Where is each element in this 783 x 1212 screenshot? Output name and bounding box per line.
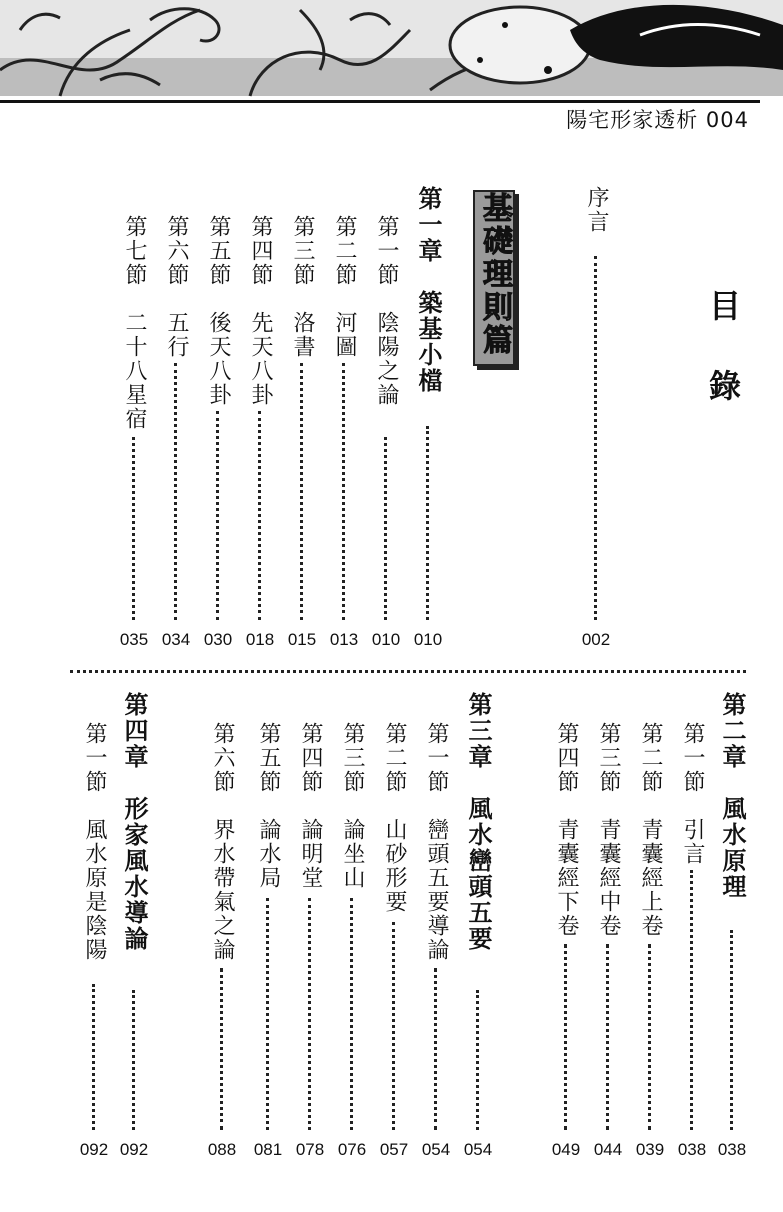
entry-label: 第一節 陰陽之論 [374, 215, 399, 407]
dot-leader [300, 363, 303, 620]
entry-label: 第二節 山砂形要 [382, 722, 407, 914]
toc-entry-section[interactable] [674, 722, 710, 1159]
toc-entry-chapter-3[interactable] [460, 692, 496, 1159]
entry-label: 第三節 青囊經中卷 [596, 722, 621, 938]
page-number: 049 [551, 1140, 581, 1159]
part-heading-label: 基礎理則篇 [477, 192, 512, 357]
entry-label: 第三節 論坐山 [340, 722, 365, 890]
running-title: 陽宅形家透析 004 [566, 108, 749, 132]
toc-entry-section[interactable] [242, 215, 278, 649]
toc-entry-chapter-1[interactable] [410, 186, 446, 649]
toc-entry-section[interactable] [368, 215, 404, 649]
dot-leader [266, 898, 269, 1130]
entry-label: 第二節 河圖 [332, 215, 357, 359]
entry-label: 第一章 築基小檔 [414, 186, 443, 394]
toc-entry-section[interactable] [548, 722, 584, 1159]
toc-entry-section[interactable] [284, 215, 320, 649]
toc-entry-section[interactable] [116, 215, 152, 649]
dot-leader [730, 930, 733, 1130]
page-number: 038 [677, 1140, 707, 1159]
entry-label: 第七節 二十八星宿 [122, 215, 147, 431]
dot-leader [564, 944, 567, 1130]
entry-label: 第四節 先天八卦 [248, 215, 273, 407]
part-heading [473, 190, 515, 366]
toc-entry-section[interactable] [334, 722, 370, 1159]
toc-entry-section[interactable] [326, 215, 362, 649]
dot-leader [426, 426, 429, 620]
toc-entry-section[interactable] [292, 722, 328, 1159]
dot-leader [220, 968, 223, 1130]
toc-entry-chapter-2[interactable] [714, 692, 750, 1159]
entry-label: 第四章 形家風水導論 [120, 692, 149, 952]
dot-leader [350, 898, 353, 1130]
dot-leader [392, 922, 395, 1130]
header-rule [0, 100, 760, 103]
page-number: 076 [337, 1140, 367, 1159]
entry-label: 第一節 風水原是陰陽 [82, 722, 107, 962]
dot-leader [258, 411, 261, 620]
page-number: 092 [119, 1140, 149, 1159]
page-number: 057 [379, 1140, 409, 1159]
dot-leader [216, 411, 219, 620]
entry-label: 第三章 風水巒頭五要 [464, 692, 493, 952]
toc-entry-section[interactable] [76, 722, 112, 1159]
dot-leader [174, 363, 177, 620]
toc-entry-section[interactable] [204, 722, 240, 1159]
page-number: 039 [635, 1140, 665, 1159]
toc-title [695, 266, 755, 426]
page-number: 034 [161, 630, 191, 649]
decorative-banner [0, 0, 783, 102]
entry-label: 第一節 巒頭五要導論 [424, 722, 449, 962]
toc-title-char-1: 目 [708, 287, 741, 325]
dot-leader [594, 256, 597, 620]
toc-entry-section[interactable] [250, 722, 286, 1159]
dot-leader [342, 363, 345, 620]
page-number: 088 [207, 1140, 237, 1159]
entry-label: 第三節 洛書 [290, 215, 315, 359]
toc-entry-section[interactable] [158, 215, 194, 649]
entry-label: 第五節 論水局 [256, 722, 281, 890]
dot-leader [476, 990, 479, 1130]
page-number: 018 [245, 630, 275, 649]
toc-entry-chapter-4[interactable] [116, 692, 152, 1159]
entry-label: 第六節 界水帶氣之論 [210, 722, 235, 962]
entry-label: 第四節 論明堂 [298, 722, 323, 890]
toc-entry-section[interactable] [376, 722, 412, 1159]
dot-leader [132, 990, 135, 1130]
page-number: 013 [329, 630, 359, 649]
toc-entry-section[interactable] [418, 722, 454, 1159]
entry-label: 第四節 青囊經下卷 [554, 722, 579, 938]
page-number: 015 [287, 630, 317, 649]
toc-title-char-2: 錄 [708, 367, 741, 405]
entry-label: 第一節 引言 [680, 722, 705, 866]
page-number: 054 [421, 1140, 451, 1159]
dot-leader [132, 437, 135, 620]
entry-label: 第五節 後天八卦 [206, 215, 231, 407]
toc-entry-preface[interactable] [578, 186, 614, 649]
page-number: 010 [413, 630, 443, 649]
page-number: 044 [593, 1140, 623, 1159]
toc-entry-section[interactable] [590, 722, 626, 1159]
page-number: 010 [371, 630, 401, 649]
entry-label: 第二節 青囊經上卷 [638, 722, 663, 938]
section-divider [70, 670, 746, 673]
page-number: 030 [203, 630, 233, 649]
entry-label: 第二章 風水原理 [718, 692, 747, 900]
dot-leader [434, 968, 437, 1130]
toc-entry-section[interactable] [632, 722, 668, 1159]
entry-label: 序言 [584, 186, 609, 234]
page-number: 092 [79, 1140, 109, 1159]
dot-leader [308, 898, 311, 1130]
page-number: 054 [463, 1140, 493, 1159]
page-number: 002 [581, 630, 611, 649]
page-number: 035 [119, 630, 149, 649]
page-number: 078 [295, 1140, 325, 1159]
toc-entry-section[interactable] [200, 215, 236, 649]
page-number: 081 [253, 1140, 283, 1159]
dot-leader [384, 437, 387, 620]
dot-leader [648, 944, 651, 1130]
dot-leader [92, 984, 95, 1130]
page-number: 038 [717, 1140, 747, 1159]
dot-leader [606, 944, 609, 1130]
dot-leader [690, 870, 693, 1130]
entry-label: 第六節 五行 [164, 215, 189, 359]
